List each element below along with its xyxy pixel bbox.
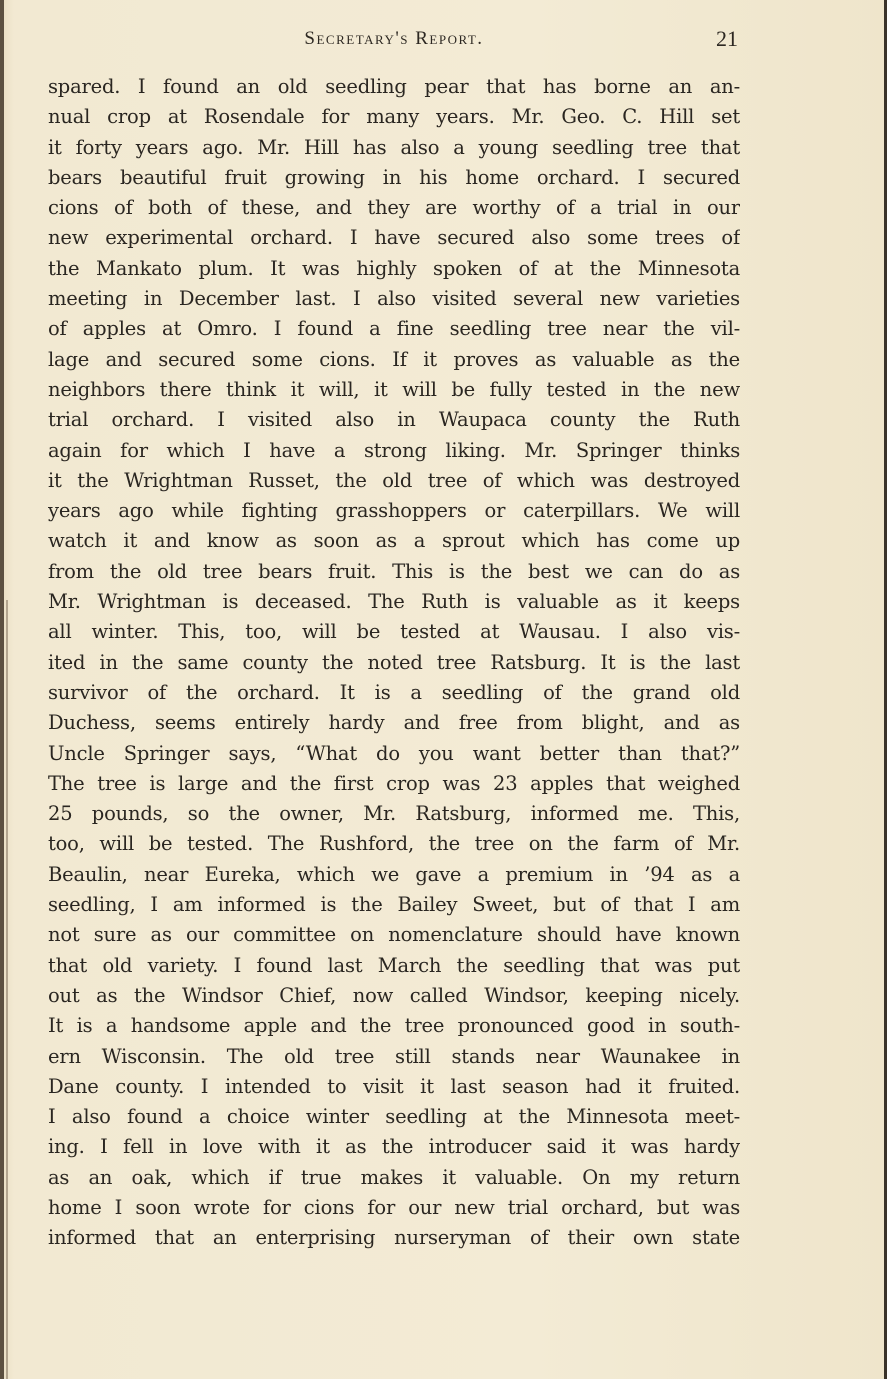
text-line: ing. I fell in love with it as the introducer said it was hardy xyxy=(48,1135,740,1159)
text-line: cions of both of these, and they are worthy of a trial in our xyxy=(48,196,740,220)
text-line: trial orchard. I visited also in Waupaca county the Ruth xyxy=(48,408,740,432)
text-line: Mr. Wrightman is deceased. The Ruth is valuable as it keeps xyxy=(48,590,740,614)
text-line: Beaulin, near Eureka, which we gave a premium in ’94 as a xyxy=(48,862,740,886)
text-line: lage and secured some cions. If it proves as valuable as the xyxy=(48,347,740,371)
text-line: bears beautiful fruit growing in his home orchard. I secured xyxy=(48,165,740,189)
text-line: 25 pounds, so the owner, Mr. Ratsburg, informed me. This, xyxy=(48,802,740,826)
text-line: The tree is large and the first crop was 23 apples that weighed xyxy=(48,771,740,795)
text-line: watch it and know as soon as a sprout which has come up xyxy=(48,529,740,553)
text-line: that old variety. I found last March the seedling that was put xyxy=(48,953,740,977)
running-head: Secretary's Report. xyxy=(304,28,484,49)
text-line: I also found a choice winter seedling at the Minnesota meet- xyxy=(48,1105,740,1129)
text-line: new experimental orchard. I have secured also some trees of xyxy=(48,226,740,250)
text-line: informed that an enterprising nurseryman of their own state xyxy=(48,1226,740,1250)
text-line: the Mankato plum. It was highly spoken of at the Minnesota xyxy=(48,256,740,280)
body-text xyxy=(48,72,740,1254)
text-line: ern Wisconsin. The old tree still stands near Waunakee in xyxy=(48,1044,740,1068)
text-line: survivor of the orchard. It is a seedling of the grand old xyxy=(48,680,740,704)
text-line: Duchess, seems entirely hardy and free from blight, and as xyxy=(48,711,740,735)
text-line: not sure as our committee on nomenclature should have known xyxy=(48,923,740,947)
text-line: meeting in December last. I also visited several new varieties xyxy=(48,287,740,311)
text-line: Uncle Springer says, “What do you want better than that?” xyxy=(48,741,740,765)
page-edge-shadow xyxy=(6,600,8,1379)
text-line: years ago while fighting grasshoppers or caterpillars. We will xyxy=(48,499,740,523)
text-line: it forty years ago. Mr. Hill has also a young seedling tree that xyxy=(48,135,740,159)
text-line: seedling, I am informed is the Bailey Sweet, but of that I am xyxy=(48,893,740,917)
text-line: spared. I found an old seedling pear that has borne an an- xyxy=(48,75,740,98)
text-line: as an oak, which if true makes it valuable. On my return xyxy=(48,1165,740,1189)
text-line: neighbors there think it will, it will be fully tested in the new xyxy=(48,377,740,401)
text-line: all winter. This, too, will be tested at Wausau. I also vis- xyxy=(48,620,740,644)
text-line: home I soon wrote for cions for our new trial orchard, but was xyxy=(48,1195,740,1219)
text-line: Dane county. I intended to visit it last season had it fruited. xyxy=(48,1074,740,1098)
text-line: it the Wrightman Russet, the old tree of which was destroyed xyxy=(48,468,740,492)
page-number: 21 xyxy=(716,26,738,51)
text-line: It is a handsome apple and the tree pronounced good in south- xyxy=(48,1014,740,1038)
text-line: nual crop at Rosendale for many years. Mr. Geo. C. Hill set xyxy=(48,105,740,129)
text-line: too, will be tested. The Rushford, the tree on the farm of Mr. xyxy=(48,832,740,856)
text-line: ited in the same county the noted tree Ratsburg. It is the last xyxy=(48,650,740,674)
text-line: of apples at Omro. I found a fine seedling tree near the vil- xyxy=(48,317,740,341)
page-header xyxy=(48,26,740,56)
text-line: again for which I have a strong liking. Mr. Springer thinks xyxy=(48,438,740,462)
text-line: from the old tree bears fruit. This is the best we can do as xyxy=(48,559,740,583)
text-line: out as the Windsor Chief, now called Windsor, keeping nicely. xyxy=(48,983,740,1007)
page-binding-edge xyxy=(0,0,4,1379)
